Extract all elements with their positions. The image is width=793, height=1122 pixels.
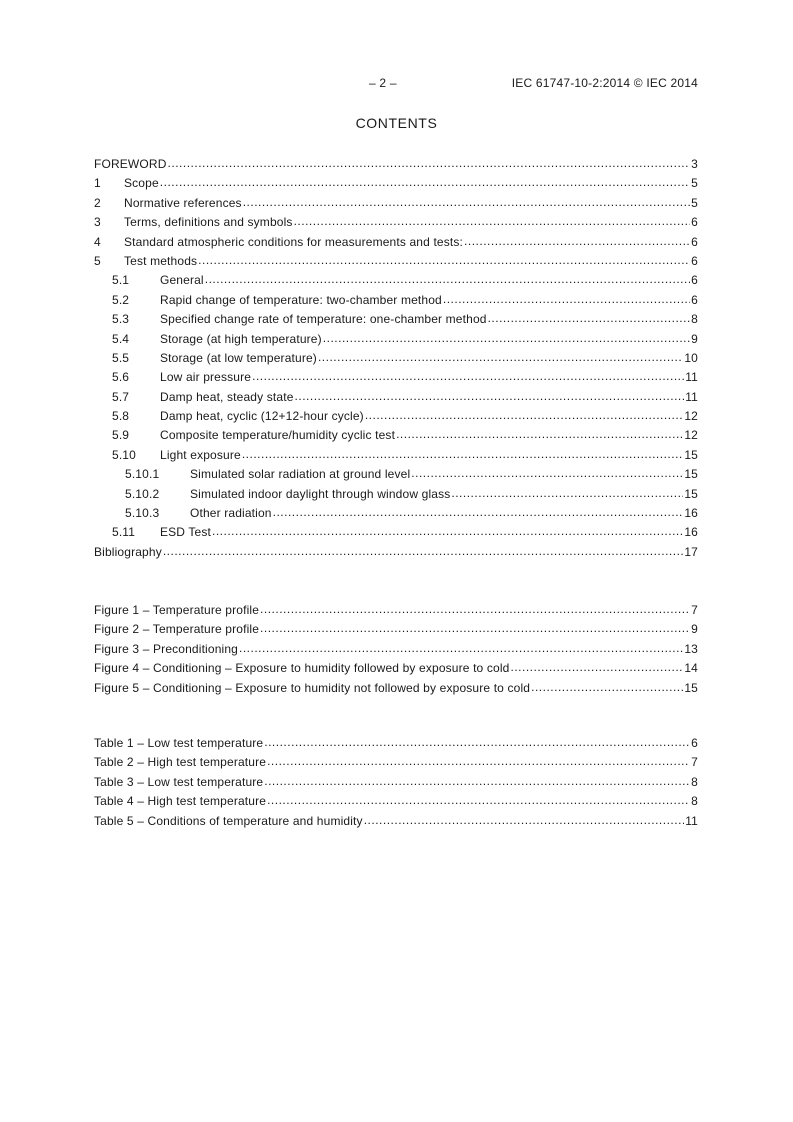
table-list-entry[interactable]: [94, 775, 698, 794]
dot-leader: [168, 156, 691, 170]
dot-leader: [464, 234, 690, 248]
toc-entry-page-number: 7: [691, 603, 698, 617]
toc-entry-page-number: 15: [684, 680, 698, 695]
dot-leader: [488, 311, 691, 325]
toc-entry-number: 3: [94, 215, 101, 230]
toc-entry-number: 5: [94, 253, 101, 268]
toc-entry-title: Figure 5 – Conditioning – Exposure to humidity not followed by exposure to cold: [94, 680, 531, 695]
table-list-entry[interactable]: [94, 794, 698, 813]
toc-entry-page-number: 17: [684, 544, 698, 559]
toc-entry-number: 5.8: [112, 409, 130, 424]
toc-entry-title: Figure 3 – Preconditioning: [94, 641, 238, 656]
toc-entry-title: Table 4 – High test temperature: [94, 794, 267, 809]
toc-entry-title: Composite temperature/humidity cyclic test: [160, 428, 396, 443]
toc-entry-page-number: 8: [691, 312, 698, 327]
toc-entry-title: Table 5 – Conditions of temperature and humidity: [94, 813, 363, 828]
dot-leader: [264, 735, 690, 749]
dot-leader: [212, 524, 683, 538]
dot-leader: [273, 505, 684, 519]
toc-entry-page-number: 15: [684, 486, 698, 501]
toc-entry-number: 5.5: [112, 350, 130, 365]
toc-entry-page-number: 13: [684, 641, 698, 656]
toc-figures-list: [94, 603, 698, 700]
toc-sections-list: [94, 157, 698, 564]
toc-entry-title: Damp heat, cyclic (12+12-hour cycle): [160, 409, 364, 424]
toc-entry-title: Scope: [124, 176, 159, 191]
toc-entry-number: 5.7: [112, 389, 130, 404]
toc-entry-title: Storage (at high temperature): [160, 331, 322, 346]
dot-leader: [242, 447, 684, 461]
toc-entry-page-number: 15: [684, 447, 698, 462]
toc-tables-list: [94, 736, 698, 833]
toc-entry-number: 1: [94, 176, 101, 191]
toc-entry-title: Terms, definitions and symbols: [124, 215, 293, 230]
toc-entry-title: Low air pressure: [160, 370, 252, 385]
toc-entry-number: 5.10.3: [125, 506, 160, 521]
toc-entry-page-number: 5: [691, 195, 698, 210]
dot-leader: [396, 427, 683, 441]
toc-entry-page-number: 14: [684, 661, 698, 676]
toc-entry[interactable]: [94, 176, 698, 195]
toc-entry-page-number: 6: [691, 273, 698, 288]
dot-leader: [531, 680, 683, 694]
toc-entry[interactable]: [94, 293, 698, 312]
dot-leader: [318, 350, 683, 364]
toc-entry-page-number: 8: [691, 794, 698, 809]
toc-entry-title: Normative references: [124, 195, 242, 210]
toc-entry-title: Table 3 – Low test temperature: [94, 774, 264, 789]
page-number: – 2 –: [369, 76, 397, 90]
toc-entry[interactable]: [94, 525, 698, 544]
toc-entry-title: Test methods: [124, 253, 198, 268]
dot-leader: [243, 195, 690, 209]
toc-entry-title: ESD Test: [160, 525, 211, 540]
figure-list-entry[interactable]: [94, 603, 698, 622]
dot-leader: [260, 602, 690, 616]
dot-leader: [364, 813, 685, 827]
toc-entry-page-number: 9: [691, 622, 698, 637]
toc-entry[interactable]: [94, 157, 698, 176]
toc-entry-number: 5.9: [112, 428, 130, 443]
dot-leader: [411, 466, 683, 480]
figure-list-entry[interactable]: [94, 661, 698, 680]
toc-entry[interactable]: [94, 409, 698, 428]
toc-entry-page-number: 6: [691, 234, 698, 249]
toc-entry-page-number: 11: [685, 370, 698, 385]
toc-entry-title: Table 2 – High test temperature: [94, 755, 267, 770]
toc-entry-title: Figure 4 – Conditioning – Exposure to humidity followed by exposure to cold: [94, 661, 510, 676]
toc-entry[interactable]: [94, 215, 698, 234]
dot-leader: [294, 214, 691, 228]
toc-entry-page-number: 6: [691, 292, 698, 307]
toc-entry-page-number: 7: [691, 755, 698, 770]
table-list-entry[interactable]: [94, 814, 698, 833]
toc-entry-title: Damp heat, steady state: [160, 389, 294, 404]
toc-entry[interactable]: [94, 448, 698, 467]
toc-entry[interactable]: [94, 370, 698, 389]
page-header: [94, 76, 698, 92]
dot-leader: [239, 641, 683, 655]
toc-entry-page-number: 16: [684, 506, 698, 521]
toc-entry-page-number: 6: [691, 253, 698, 268]
toc-entry-title: Storage (at low temperature): [160, 350, 317, 365]
toc-entry-page-number: 15: [684, 467, 698, 482]
toc-entry[interactable]: [94, 428, 698, 447]
toc-entry-title: Figure 2 – Temperature profile: [94, 622, 260, 637]
toc-entry-number: 5.10.2: [125, 486, 160, 501]
dot-leader: [295, 389, 685, 403]
toc-entry-page-number: 8: [691, 774, 698, 789]
toc-entry-page-number: 6: [691, 215, 698, 230]
toc-entry[interactable]: [94, 312, 698, 331]
document-reference: IEC 61747-10-2:2014 © IEC 2014: [511, 76, 698, 90]
toc-entry-title: Specified change rate of temperature: one-chamber method: [160, 312, 487, 327]
toc-entry-title: Table 1 – Low test temperature: [94, 736, 264, 750]
toc-entry-page-number: 16: [684, 525, 698, 540]
table-list-entry[interactable]: [94, 736, 698, 755]
toc-entry-page-number: 6: [691, 736, 698, 750]
toc-entry-page-number: 11: [685, 813, 698, 828]
toc-entry-number: 4: [94, 234, 101, 249]
toc-entry-page-number: 5: [691, 176, 698, 191]
dot-leader: [198, 253, 690, 267]
dot-leader: [160, 175, 690, 189]
toc-entry-number: 5.2: [112, 292, 130, 307]
toc-entry-page-number: 3: [691, 157, 698, 171]
figure-list-entry[interactable]: [94, 622, 698, 641]
toc-entry-page-number: 10: [684, 350, 698, 365]
toc-entry-page-number: 11: [685, 389, 698, 404]
toc-entry[interactable]: [94, 467, 698, 486]
dot-leader: [264, 774, 690, 788]
toc-entry-number: 5.3: [112, 312, 130, 327]
page-title: CONTENTS: [355, 115, 438, 131]
dot-leader: [205, 272, 690, 286]
toc-entry[interactable]: [94, 351, 698, 370]
toc-entry-number: 5.10.1: [125, 467, 160, 482]
toc-entry-title: General: [160, 273, 204, 288]
toc-entry[interactable]: [94, 235, 698, 254]
dot-leader: [365, 408, 684, 422]
toc-entry-title: Light exposure: [160, 447, 241, 462]
toc-entry-number: 5.11: [112, 525, 136, 540]
toc-entry-number: 5.4: [112, 331, 130, 346]
toc-entry[interactable]: [94, 332, 698, 351]
dot-leader: [267, 793, 690, 807]
toc-entry[interactable]: [94, 273, 698, 292]
dot-leader: [323, 331, 690, 345]
toc-entry[interactable]: [94, 545, 698, 564]
toc-entry-page-number: 9: [691, 331, 698, 346]
toc-entry-title: Other radiation: [190, 506, 272, 521]
table-list-entry[interactable]: [94, 755, 698, 774]
dot-leader: [510, 660, 683, 674]
figure-list-entry[interactable]: [94, 642, 698, 661]
toc-entry-page-number: 12: [684, 409, 698, 424]
toc-entry-page-number: 12: [684, 428, 698, 443]
toc-entry[interactable]: [94, 487, 698, 506]
toc-entry-title: Rapid change of temperature: two-chamber method: [160, 292, 442, 307]
toc-entry-title: Figure 1 – Temperature profile: [94, 603, 260, 617]
toc-entry[interactable]: [94, 506, 698, 525]
toc-entry-number: 5.1: [112, 273, 130, 288]
toc-entry-number: 5.10: [112, 447, 136, 462]
toc-entry[interactable]: [94, 196, 698, 215]
toc-entry-title: Simulated indoor daylight through window glass: [190, 486, 451, 501]
toc-entry-title: Bibliography: [94, 544, 162, 559]
dot-leader: [163, 544, 684, 558]
toc-entry-number: 5.6: [112, 370, 130, 385]
toc-entry-title: Standard atmospheric conditions for measurements and tests:: [124, 234, 464, 249]
dot-leader: [443, 292, 690, 306]
dot-leader: [252, 369, 684, 383]
toc-entry-number: 2: [94, 195, 101, 210]
toc-entry-title: Simulated solar radiation at ground level: [190, 467, 411, 482]
toc-entry-title: FOREWORD: [94, 157, 167, 171]
dot-leader: [451, 486, 683, 500]
toc-entry[interactable]: [94, 254, 698, 273]
dot-leader: [267, 754, 690, 768]
figure-list-entry[interactable]: [94, 681, 698, 700]
toc-entry[interactable]: [94, 390, 698, 409]
dot-leader: [260, 621, 690, 635]
